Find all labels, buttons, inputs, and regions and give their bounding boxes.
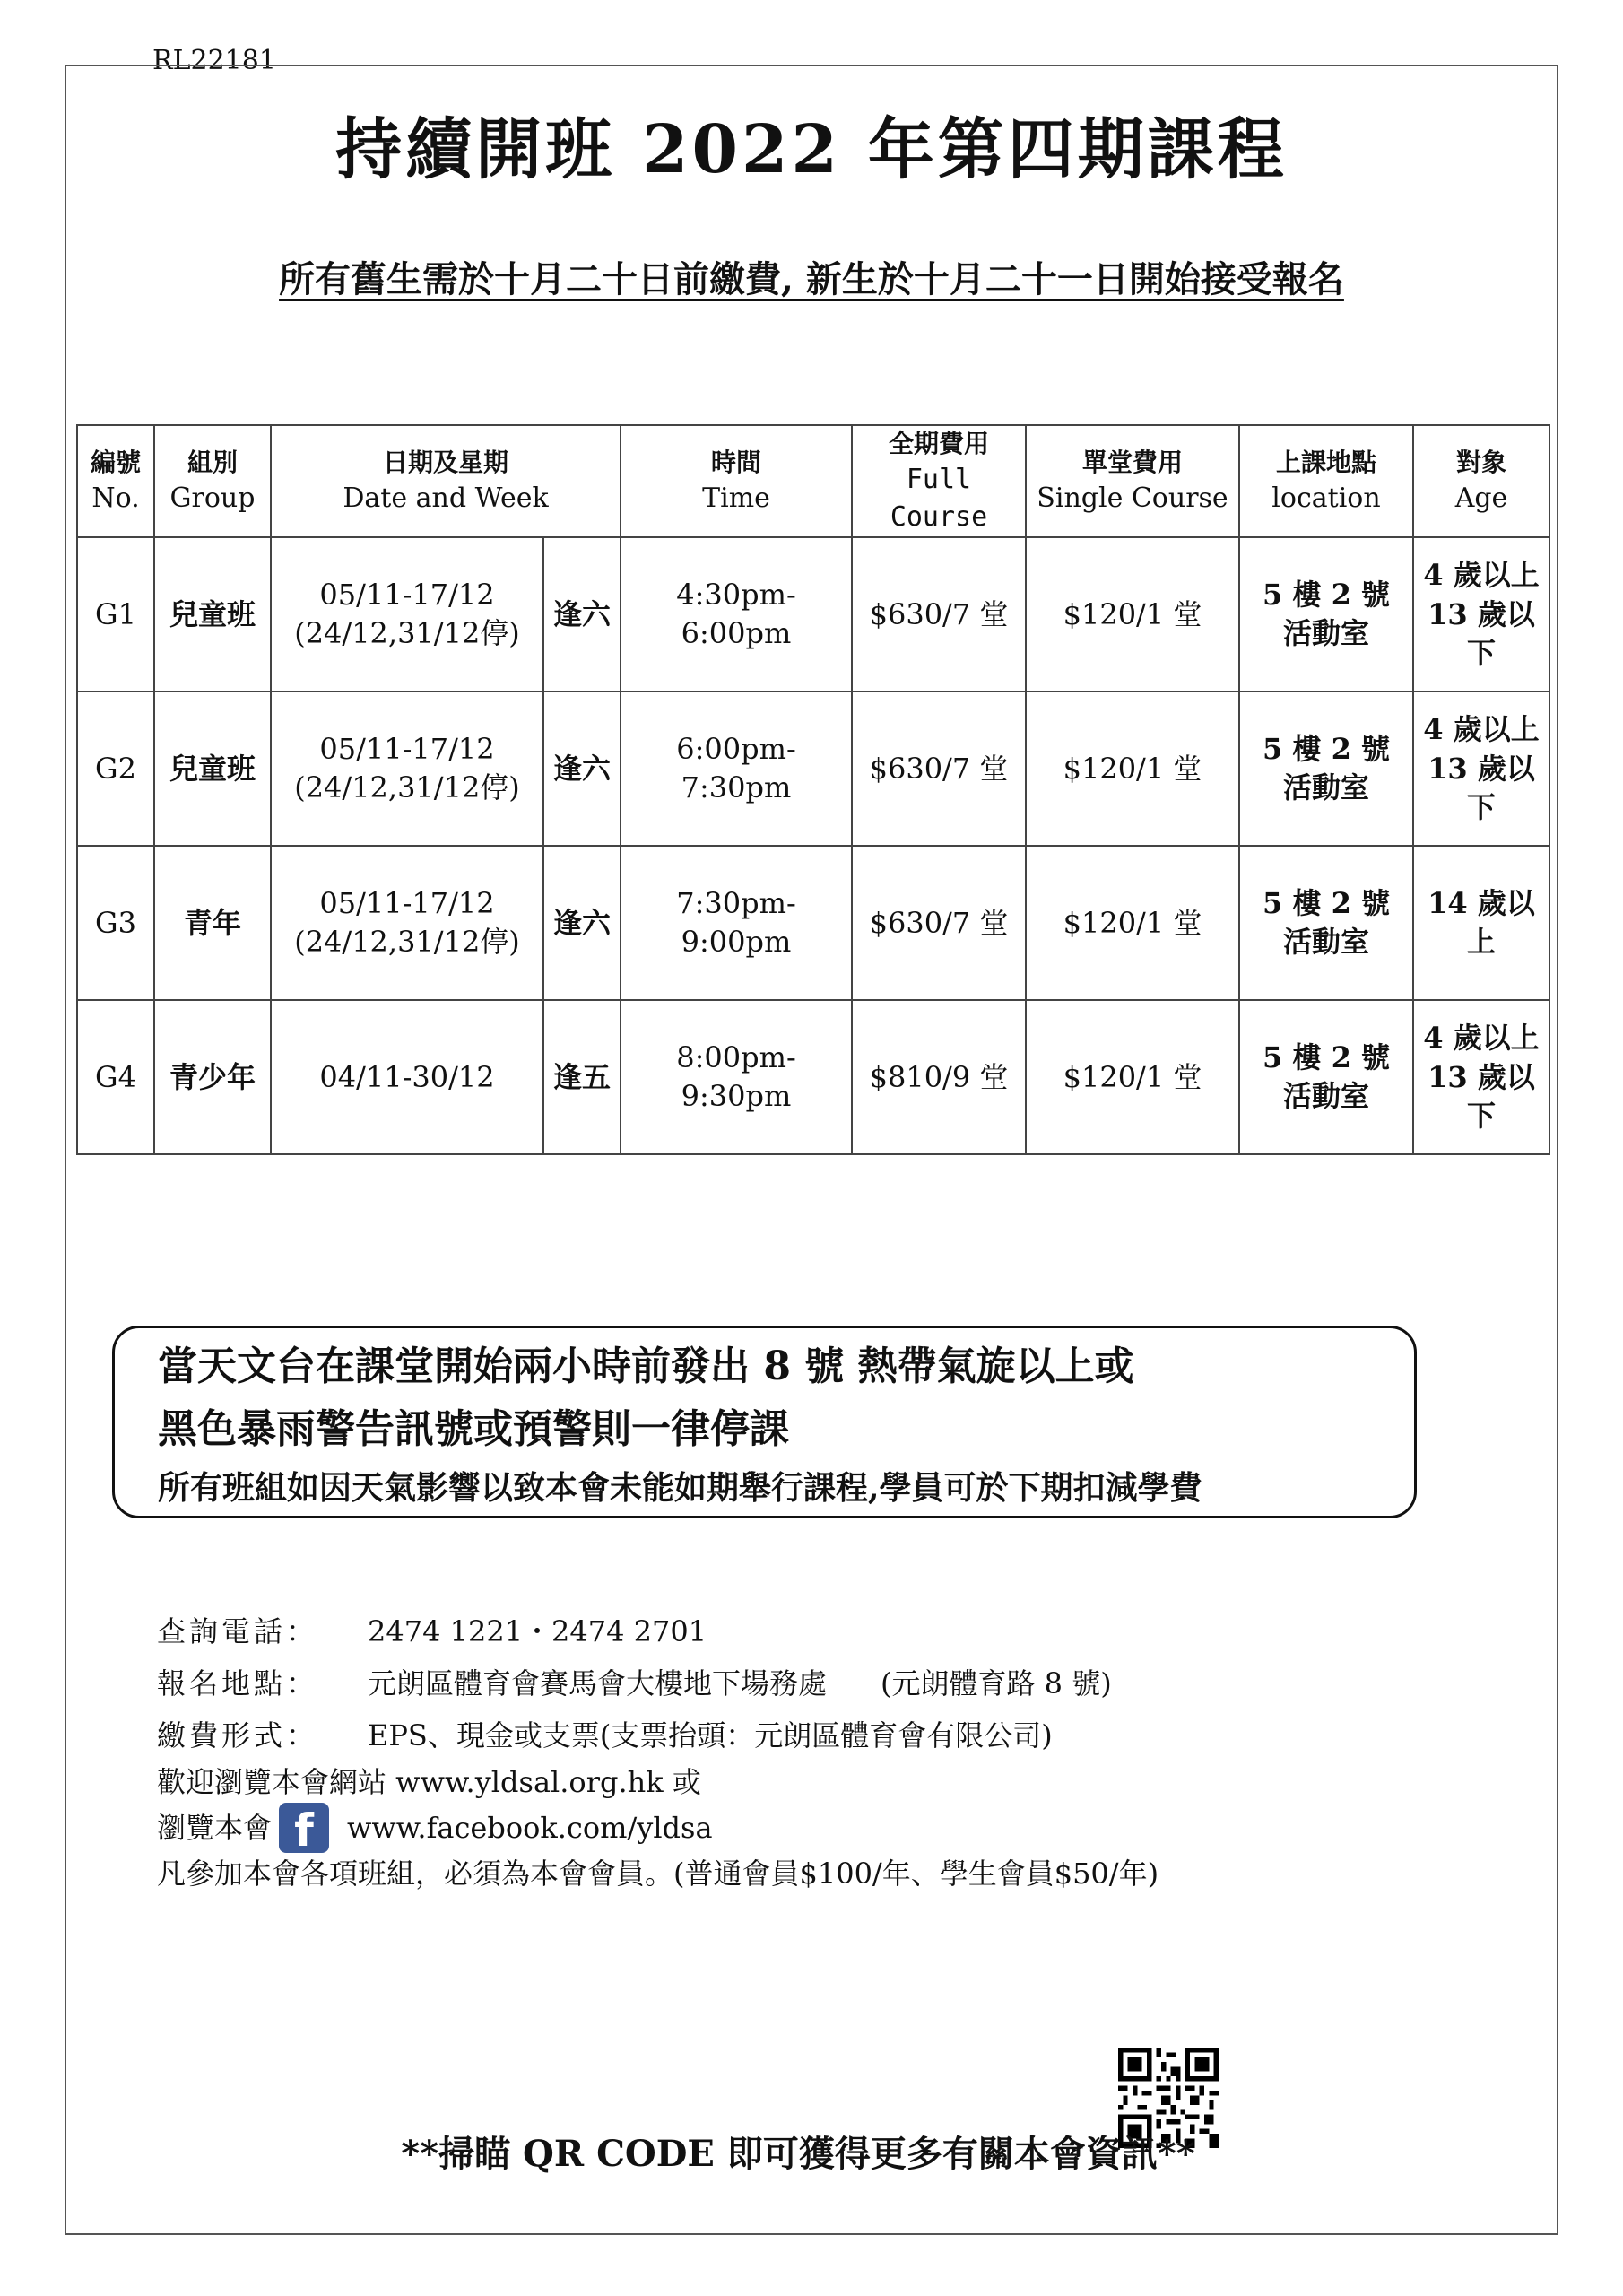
table-row (77, 537, 1549, 691)
website-row (157, 1761, 1159, 1803)
cell-group: 兒童班 (154, 537, 271, 691)
cell-single-course: $120/1 堂 (1026, 537, 1239, 691)
cell-no: G3 (77, 846, 154, 1000)
cell-location: 5 樓 2 號 活動室 (1239, 691, 1413, 846)
cell-single-course: $120/1 堂 (1026, 691, 1239, 846)
facebook-row (157, 1803, 1159, 1857)
cell-week: 逢六 (543, 537, 621, 691)
cell-age: 14 歲以上 (1413, 846, 1549, 1000)
footer-qr-note: **掃瞄 QR CODE 即可獲得更多有關本會資訊** (401, 2133, 1195, 2175)
header-location: 上課地點 location (1239, 425, 1413, 537)
cell-time: 6:00pm-7:30pm (621, 691, 852, 846)
page-title: 持續開班 2022 年第四期課程 (335, 111, 1288, 188)
phone-label: 查詢電話： (157, 1614, 319, 1648)
facebook-icon: f (279, 1803, 329, 1853)
cell-no: G2 (77, 691, 154, 846)
cell-location: 5 樓 2 號 活動室 (1239, 1000, 1413, 1154)
cell-age: 4 歲以上 13 歲以下 (1413, 691, 1549, 846)
header-group: 組別 Group (154, 425, 271, 537)
notice-line-2: 黑色暴雨警告訊號或預警則一律停課 (158, 1406, 789, 1452)
cell-group: 青少年 (154, 1000, 271, 1154)
header-date: 日期及星期 Date and Week (271, 425, 621, 537)
cell-time: 8:00pm-9:30pm (621, 1000, 852, 1154)
cell-full-course: $630/7 堂 (852, 691, 1026, 846)
notice-line-1: 當天文台在課堂開始兩小時前發出 8 號 熱帶氣旋以上或 (158, 1344, 1134, 1389)
cell-time: 4:30pm-6:00pm (621, 537, 852, 691)
cell-week: 逢五 (543, 1000, 621, 1154)
subtitle-text: 所有舊生需於十月二十日前繳費, 新生於十月二十一日開始接受報名 (279, 258, 1344, 300)
header-no: 編號 No. (77, 425, 154, 537)
cell-single-course: $120/1 堂 (1026, 1000, 1239, 1154)
phone-value: 2474 1221・2474 2701 (368, 1614, 707, 1648)
cell-date: 05/11-17/12 (24/12,31/12停) (271, 537, 543, 691)
cell-location: 5 樓 2 號 活動室 (1239, 537, 1413, 691)
cell-single-course: $120/1 堂 (1026, 846, 1239, 1000)
header-time: 時間 Time (621, 425, 852, 537)
cell-full-course: $630/7 堂 (852, 537, 1026, 691)
venue-value: 元朗區體育會賽馬會大樓地下場務處 (368, 1666, 828, 1700)
phone-row (157, 1605, 1159, 1657)
schedule-table (76, 424, 1550, 1155)
website-line: 歡迎瀏覽本會網站 www.yldsal.org.hk 或 (157, 1765, 701, 1799)
weather-notice-box (112, 1326, 1417, 1518)
facebook-url: www.facebook.com/yldsa (347, 1811, 713, 1845)
membership-row (157, 1853, 1159, 1894)
cell-time: 7:30pm-9:00pm (621, 846, 852, 1000)
facebook-prefix: 瀏覽本會 (157, 1811, 273, 1845)
cell-no: G1 (77, 537, 154, 691)
membership-line: 凡參加本會各項班組，必須為本會會員。(普通會員$100/年、學生會員$50/年) (157, 1857, 1159, 1891)
header-full-course: 全期費用 Full Course (852, 425, 1026, 537)
venue-address: (元朗體育路 8 號) (881, 1666, 1112, 1700)
header-single-course: 單堂費用 Single Course (1026, 425, 1239, 537)
contact-info (157, 1605, 1159, 1894)
cell-age: 4 歲以上 13 歲以下 (1413, 537, 1549, 691)
cell-no: G4 (77, 1000, 154, 1154)
cell-group: 兒童班 (154, 691, 271, 846)
table-row (77, 691, 1549, 846)
header-age: 對象 Age (1413, 425, 1549, 537)
registration-subtitle (0, 251, 1623, 302)
table-row (77, 846, 1549, 1000)
cell-full-course: $630/7 堂 (852, 846, 1026, 1000)
cell-week: 逢六 (543, 691, 621, 846)
notice-line-3: 所有班組如因天氣影響以致本會未能如期舉行課程,學員可於下期扣減學費 (158, 1469, 1202, 1507)
cell-week: 逢六 (543, 846, 621, 1000)
venue-label: 報名地點： (157, 1666, 319, 1700)
payment-value: EPS、現金或支票(支票抬頭：元朗區體育會有限公司) (368, 1718, 1053, 1752)
cell-date: 05/11-17/12 (24/12,31/12停) (271, 846, 543, 1000)
cell-date: 05/11-17/12 (24/12,31/12停) (271, 691, 543, 846)
cell-full-course: $810/9 堂 (852, 1000, 1026, 1154)
table-header-row (77, 425, 1549, 537)
cell-group: 青年 (154, 846, 271, 1000)
cell-age: 4 歲以上 13 歲以下 (1413, 1000, 1549, 1154)
cell-location: 5 樓 2 號 活動室 (1239, 846, 1413, 1000)
reference-code: RL22181 (152, 45, 276, 76)
payment-row (157, 1709, 1159, 1761)
table-row (77, 1000, 1549, 1154)
payment-label: 繳費形式： (157, 1718, 319, 1752)
cell-date: 04/11-30/12 (271, 1000, 543, 1154)
venue-row (157, 1657, 1159, 1709)
